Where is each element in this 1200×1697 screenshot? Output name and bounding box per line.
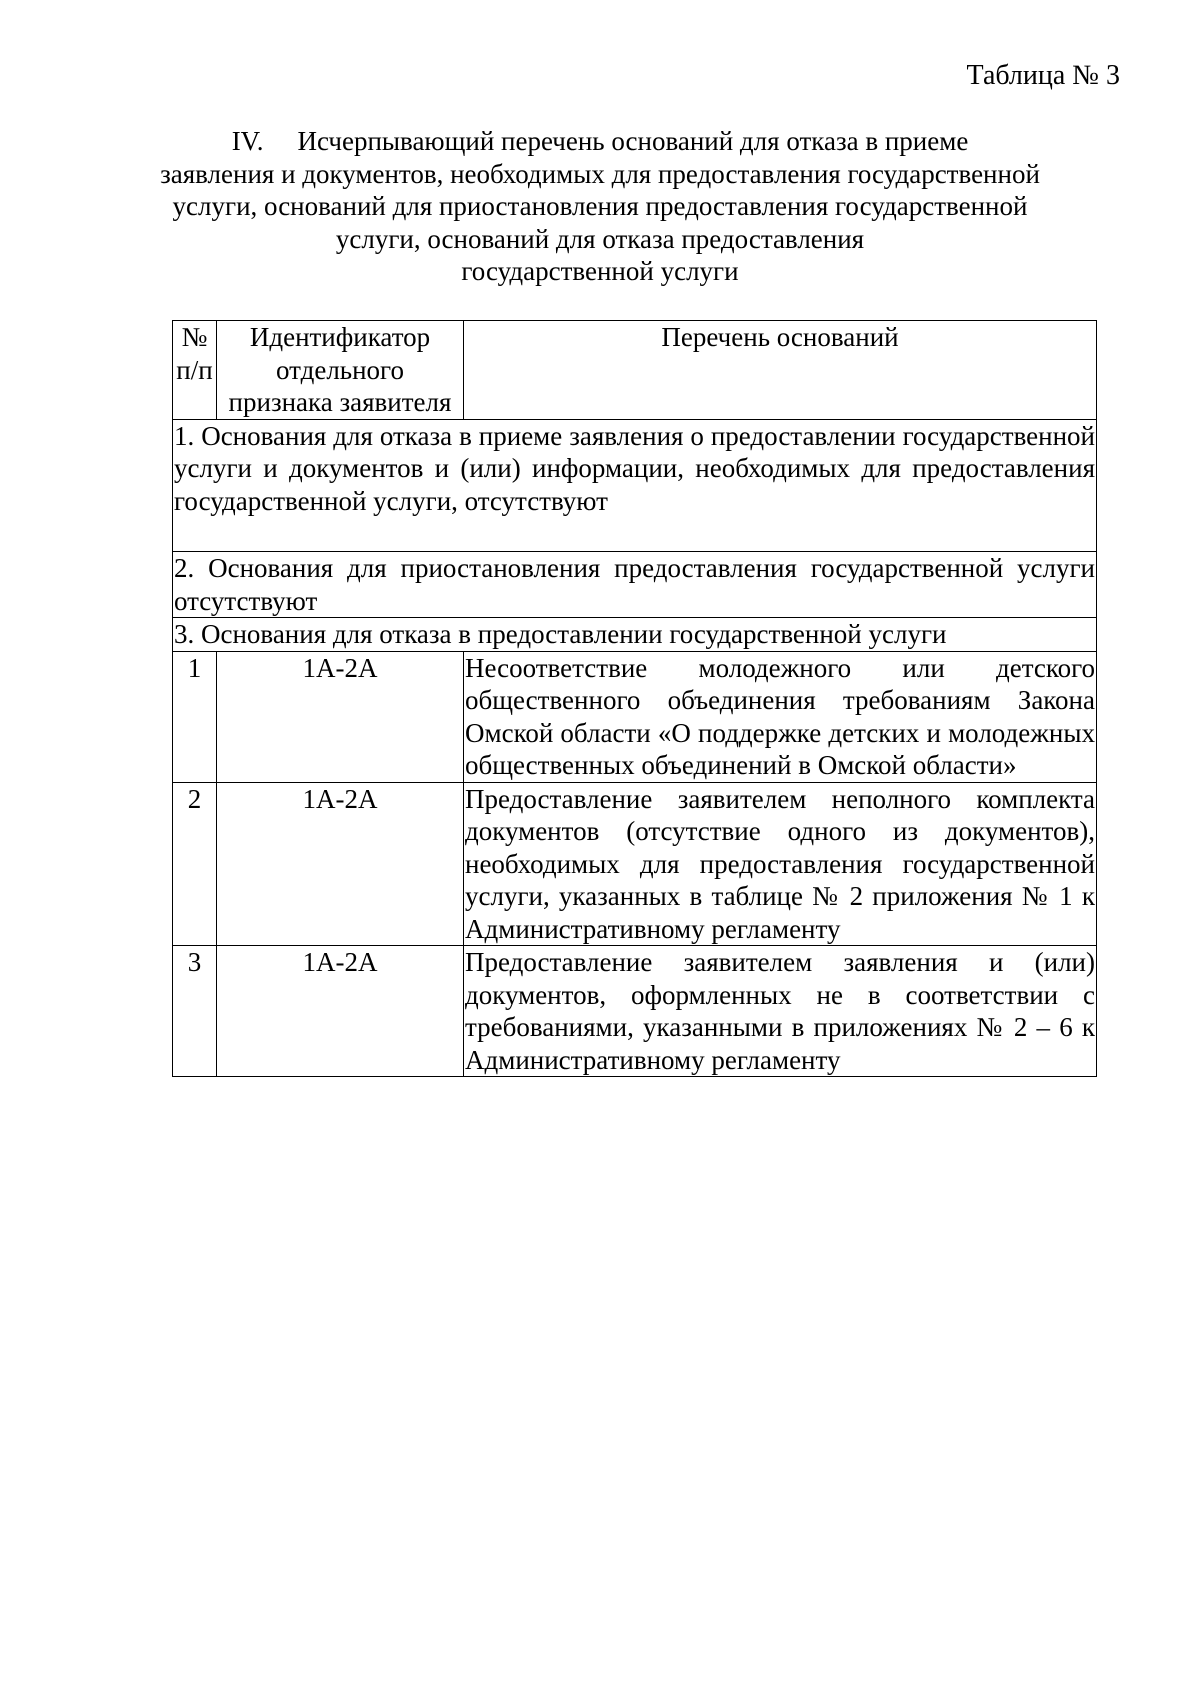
row-number: 2: [173, 782, 217, 946]
row-number: 3: [173, 946, 217, 1077]
section-heading: [150, 125, 1050, 288]
section-text: 3. Основания для отказа в предоставлении государственной услуги: [173, 618, 1097, 652]
table-row: [173, 946, 1097, 1077]
heading-line-3: услуги, оснований для приостановления предоставления государственной: [172, 191, 1028, 221]
table-row: [173, 782, 1097, 946]
table-row: [173, 651, 1097, 782]
header-grounds-list: Перечень оснований: [464, 321, 1097, 420]
table-number-label: Таблица № 3: [966, 60, 1120, 91]
heading-line-4: услуги, оснований для отказа предоставления: [335, 223, 865, 254]
section-text: 2. Основания для приостановления предоставления государственной услуги отсутствуют: [174, 553, 1095, 616]
section-text: 1. Основания для отказа в приеме заявления о предоставлении государственной услуги и документов и (или) информации, необходимых для предоставления государственной услуги, отсутствуют: [173, 419, 1097, 552]
section-row-2: [173, 552, 1097, 618]
heading-roman-numeral: IV.: [231, 126, 264, 156]
row-grounds-text: Предоставление заявителем заявления и (или) документов, оформленных не в соответствии с требованиями, указанными в приложениях № 2 – 6 к Административному регламенту: [465, 947, 1095, 1075]
grounds-table: [172, 320, 1097, 1077]
row-number: 1: [173, 651, 217, 782]
row-grounds-text: Несоответствие молодежного или детского общественного объединения требованиям Закона Омской области «О поддержке детских и молодежных общественных объединений в Омской области»: [465, 652, 1095, 780]
heading-line-5: государственной услуги: [461, 256, 739, 286]
heading-line-1: IV. Исчерпывающий перечень оснований для отказа в приеме: [231, 126, 969, 156]
row-grounds-text: Предоставление заявителем неполного комплекта документов (отсутствие одного из документов), необходимых для предоставления государственной услуги, указанных в таблице № 2 приложения № 1 к Административному регламенту: [465, 783, 1095, 944]
heading-line-2: заявления и документов, необходимых для предоставления государственной: [160, 158, 1040, 189]
row-identifier: 1А-2А: [217, 782, 464, 946]
section-row-3: [173, 618, 1097, 652]
table-header-row: [173, 321, 1097, 420]
row-identifier: 1А-2А: [217, 946, 464, 1077]
header-identifier: Идентификатор отдельного признака заявителя: [217, 321, 464, 420]
row-identifier: 1А-2А: [217, 651, 464, 782]
header-number: № п/п: [173, 321, 217, 420]
section-row-1: [173, 419, 1097, 552]
